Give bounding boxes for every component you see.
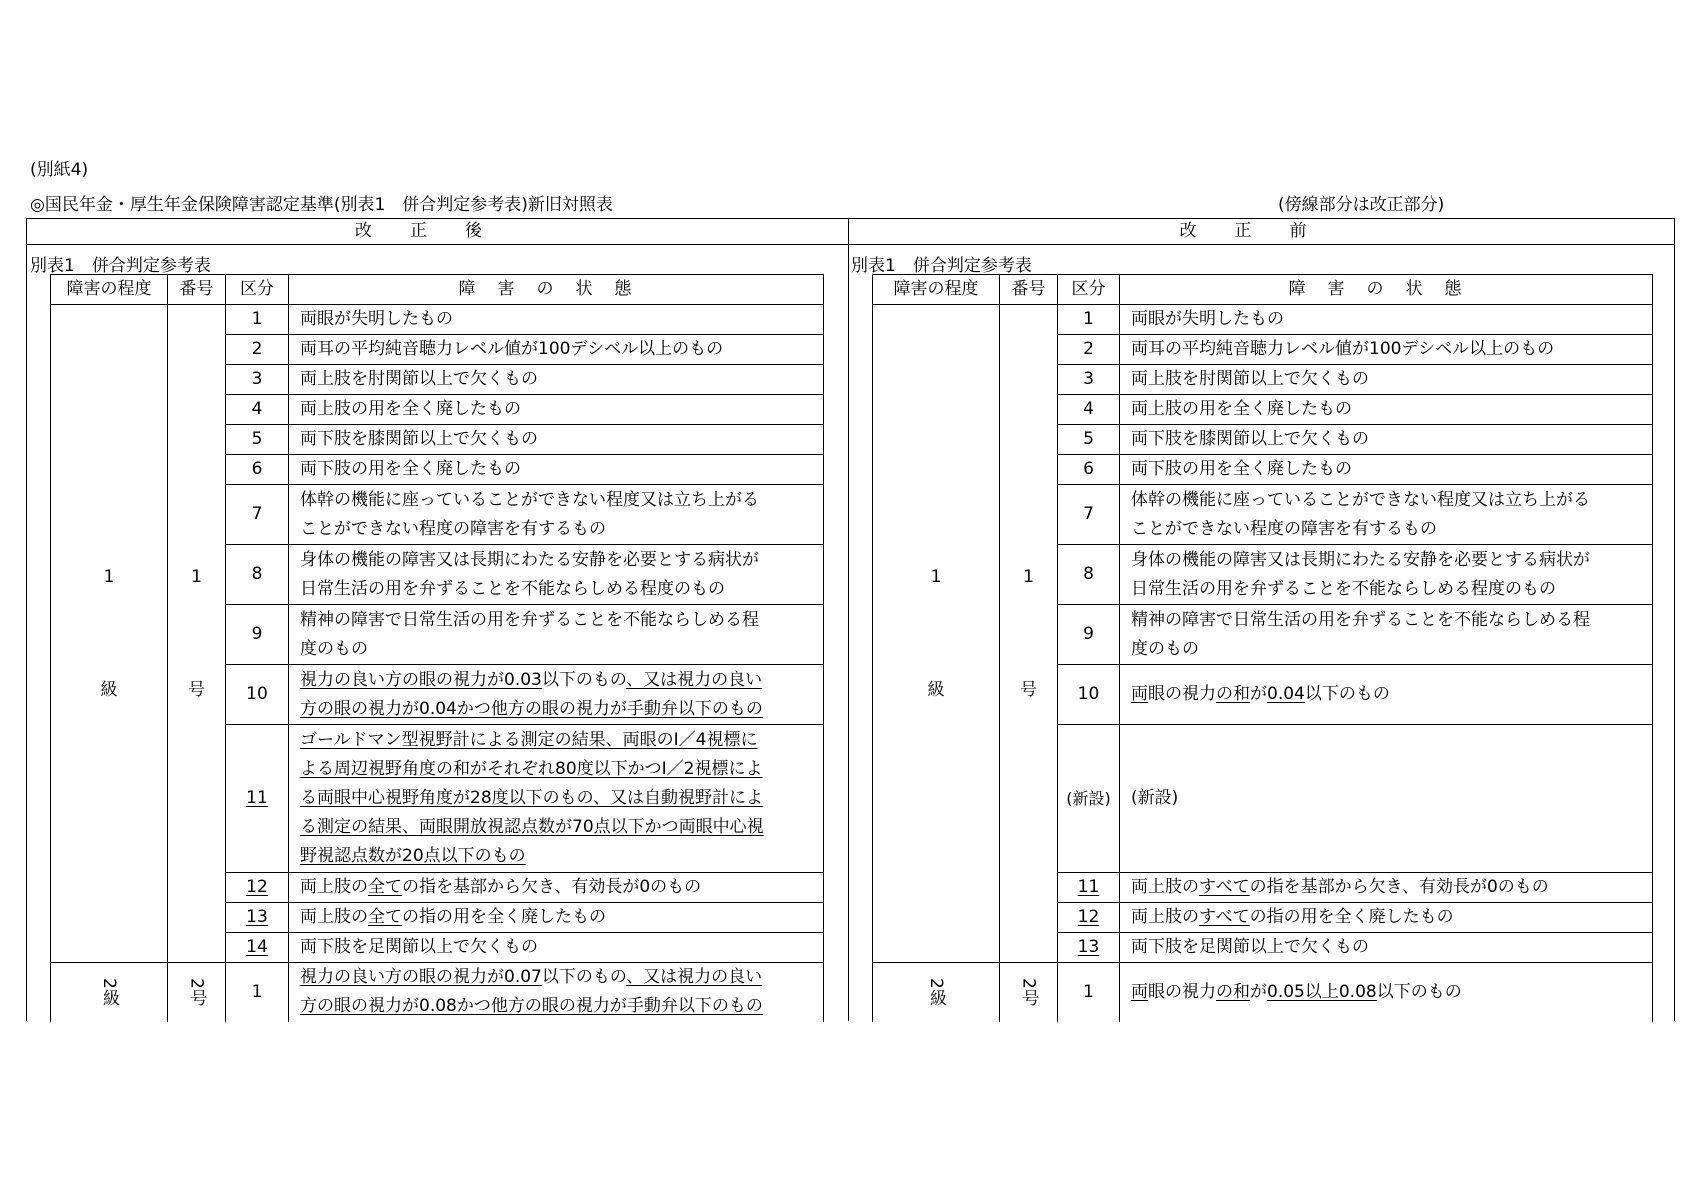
after-table — [50, 274, 824, 1022]
table-row — [51, 963, 824, 1022]
condition-cell: 両眼が失明したもの — [289, 305, 824, 335]
category-cell: 3 — [1058, 365, 1120, 395]
condition-cell — [289, 963, 824, 1022]
condition-line: 精神の障害で日常生活の用を弁ずることを不能ならしめる程 — [1131, 609, 1590, 630]
revised-text: すべて — [1199, 877, 1250, 897]
category-cell: 7 — [226, 485, 289, 545]
category-cell: 7 — [1058, 485, 1120, 545]
condition-cell — [1120, 873, 1653, 903]
condition-text: 両上肢の — [1131, 877, 1199, 897]
condition-text: 以下のもの — [1376, 981, 1462, 1002]
revised-text: 方の眼の視力が0.08かつ他方の眼の視力が手動弁以下のもの — [300, 996, 763, 1017]
condition-cell — [289, 485, 824, 545]
grade1-degree-num: 1 — [103, 566, 115, 587]
category-cell: 3 — [226, 365, 289, 395]
condition-line: 度のもの — [1131, 638, 1199, 659]
revised-text: よる周辺視野角度の和がそれぞれ80度以下かつⅠ／2視標によ — [300, 759, 763, 779]
table-row — [873, 305, 1653, 335]
col-header-degree: 障害の程度 — [51, 275, 168, 305]
category-cell: 11 — [1058, 873, 1120, 903]
revised-text: 全て — [368, 877, 402, 897]
document-title: ◎国民年金・厚生年金保険障害認定基準(別表1 併合判定参考表)新旧対照表 — [30, 195, 613, 215]
before-table — [872, 274, 1653, 1022]
category-cell: 12 — [1058, 903, 1120, 933]
category-cell: 9 — [226, 605, 289, 665]
revised-text: の和 — [1216, 981, 1250, 1002]
condition-line: ことができない程度の障害を有するもの — [1131, 518, 1437, 539]
condition-cell: 両下肢を膝関節以上で欠くもの — [289, 425, 824, 455]
revised-text: の和 — [1216, 684, 1250, 704]
condition-cell — [289, 903, 824, 933]
category-cell: 1 — [226, 305, 289, 335]
table-row — [51, 305, 824, 335]
revised-text: 野視認点数が20点以下のもの — [300, 846, 526, 866]
condition-text: 以下のもの — [541, 967, 627, 988]
revised-text: 、又は視力の良い — [626, 967, 763, 988]
revised-text: 両 — [1131, 981, 1148, 1002]
revised-text: 方の眼の視力が0.04かつ他方の眼の視力が手動弁以下のもの — [300, 698, 763, 719]
condition-line: ことができない程度の障害を有するもの — [300, 518, 606, 539]
condition-text: の指を基部から欠き、有効長が0のもの — [402, 877, 702, 897]
grade1-number-cell — [1000, 305, 1058, 963]
grade2-degree-cell: 2級 — [51, 963, 168, 1022]
condition-cell: 両耳の平均純音聴力レベル値が100デシベル以上のもの — [1120, 335, 1653, 365]
condition-text: の指の用を全く廃したもの — [402, 907, 606, 927]
col-header-degree: 障害の程度 — [873, 275, 1000, 305]
grade1-degree-cell — [51, 305, 168, 963]
category-cell: 4 — [1058, 395, 1120, 425]
condition-cell: 両上肢を肘関節以上で欠くもの — [289, 365, 824, 395]
condition-line: 身体の機能の障害又は長期にわたる安静を必要とする病状が — [1131, 549, 1590, 570]
grade1-degree-cell — [873, 305, 1000, 963]
category-cell: 9 — [1058, 605, 1120, 665]
condition-cell: 両上肢の用を全く廃したもの — [1120, 395, 1653, 425]
condition-text: 以下のもの — [541, 669, 627, 690]
category-cell: 8 — [1058, 545, 1120, 605]
condition-text: の指を基部から欠き、有効長が0のもの — [1249, 877, 1549, 897]
revised-text: 0.05以上0.08 — [1267, 981, 1377, 1002]
condition-text: 眼の視力 — [1148, 684, 1216, 704]
revised-text: 両 — [1131, 684, 1148, 704]
category-cell: 1 — [1058, 305, 1120, 335]
before-column-header: 改正前 — [1179, 221, 1345, 241]
condition-text: 眼の視力 — [1148, 981, 1216, 1002]
condition-cell: 両下肢の用を全く廃したもの — [1120, 455, 1653, 485]
category-cell: 11 — [226, 725, 289, 873]
underline-note: (傍線部分は改正部分) — [1278, 195, 1445, 215]
grade1-number-cell — [168, 305, 226, 963]
after-column-header: 改正後 — [355, 221, 520, 241]
category-cell: 5 — [226, 425, 289, 455]
revised-text: 視力の良い方の眼の視力が — [300, 967, 504, 988]
revised-text: る測定の結果、両眼開放視認点数が70点以下かつ両眼中心視 — [300, 817, 764, 837]
condition-cell — [1120, 903, 1653, 933]
condition-cell — [289, 545, 824, 605]
col-header-category: 区分 — [226, 275, 289, 305]
category-cell: 10 — [1058, 665, 1120, 725]
condition-cell: 両下肢を足関節以上で欠くもの — [289, 933, 824, 963]
category-cell: 8 — [226, 545, 289, 605]
category-cell: 12 — [226, 873, 289, 903]
revised-text: ゴールドマン型視野計による測定の結果、両眼のⅠ／4視標に — [300, 730, 758, 750]
condition-line: 度のもの — [300, 638, 368, 659]
condition-cell — [1120, 605, 1653, 665]
revised-text: 全て — [368, 907, 402, 927]
grade1-degree-num: 1 — [930, 566, 942, 587]
col-header-condition: 障害の状態 — [1120, 275, 1653, 305]
condition-line: 身体の機能の障害又は長期にわたる安静を必要とする病状が — [300, 549, 759, 570]
grade1-number-num: 1 — [1023, 566, 1034, 587]
grade2-number-cell: 2号 — [168, 963, 226, 1022]
category-cell: 6 — [226, 455, 289, 485]
header-rule — [26, 244, 1675, 245]
category-cell: 2 — [226, 335, 289, 365]
revised-text: 視力の良い方の眼の視力が — [300, 669, 504, 690]
col-header-category: 区分 — [1058, 275, 1120, 305]
revised-text: すべて — [1199, 907, 1250, 927]
attachment-label: (別紙4) — [30, 160, 89, 180]
category-cell: 2 — [1058, 335, 1120, 365]
grade1-number-unit: 号 — [188, 679, 205, 700]
grade2-degree-cell: 2級 — [873, 963, 1000, 1022]
category-cell: 1 — [1058, 963, 1120, 1022]
condition-cell: 両下肢を膝関節以上で欠くもの — [1120, 425, 1653, 455]
category-cell: 6 — [1058, 455, 1120, 485]
revised-text: 0.03 — [504, 669, 542, 690]
condition-cell: 両耳の平均純音聴力レベル値が100デシベル以上のもの — [289, 335, 824, 365]
condition-cell — [289, 725, 824, 873]
condition-line — [300, 666, 813, 695]
category-cell: 5 — [1058, 425, 1120, 455]
revised-text: 0.04 — [1267, 684, 1305, 704]
column-divider — [848, 218, 849, 1021]
condition-text: 以下のもの — [1304, 684, 1390, 704]
condition-cell — [289, 873, 824, 903]
condition-cell — [1120, 665, 1653, 725]
condition-cell — [289, 605, 824, 665]
grade1-degree-unit: 級 — [100, 679, 118, 700]
condition-text: が — [1250, 684, 1267, 704]
before-table-title: 別表1 併合判定参考表 — [851, 256, 1032, 276]
condition-line: 体幹の機能に座っていることができない程度又は立ち上がる — [1131, 489, 1590, 510]
revised-text: る両眼中心視野角度が28度以下のもの、又は自動視野計によ — [300, 788, 763, 808]
col-header-number: 番号 — [1000, 275, 1058, 305]
category-cell: 13 — [1058, 933, 1120, 963]
condition-text: 両上肢の — [300, 907, 368, 927]
condition-text: 両上肢の — [300, 877, 368, 897]
grade1-degree-unit: 級 — [927, 679, 945, 700]
condition-text: が — [1250, 981, 1267, 1002]
condition-text: の指の用を全く廃したもの — [1249, 907, 1454, 927]
condition-cell — [1120, 545, 1653, 605]
revised-text: 0.07 — [504, 967, 542, 988]
condition-text: 両上肢の — [1131, 907, 1199, 927]
grade1-number-num: 1 — [191, 566, 202, 587]
condition-line — [300, 963, 813, 992]
condition-cell: 両上肢の用を全く廃したもの — [289, 395, 824, 425]
condition-cell: 両眼が失明したもの — [1120, 305, 1653, 335]
category-cell: 1 — [226, 963, 289, 1022]
after-table-title: 別表1 併合判定参考表 — [30, 256, 211, 276]
table-row — [873, 963, 1653, 1022]
condition-line: 日常生活の用を弁ずることを不能ならしめる程度のもの — [1131, 578, 1556, 599]
revised-text: 、又は視力の良い — [626, 669, 763, 690]
condition-cell: 両上肢を肘関節以上で欠くもの — [1120, 365, 1653, 395]
grade2-number-cell: 2号 — [1000, 963, 1058, 1022]
category-cell: 14 — [226, 933, 289, 963]
grade1-number-unit: 号 — [1020, 679, 1037, 700]
category-cell: 10 — [226, 665, 289, 725]
condition-line: 体幹の機能に座っていることができない程度又は立ち上がる — [300, 489, 759, 510]
condition-cell — [1120, 485, 1653, 545]
condition-cell — [289, 665, 824, 725]
category-cell: 4 — [226, 395, 289, 425]
condition-cell: 両下肢の用を全く廃したもの — [289, 455, 824, 485]
condition-cell: 両下肢を足関節以上で欠くもの — [1120, 933, 1653, 963]
condition-cell: (新設) — [1120, 725, 1653, 873]
category-cell: 13 — [226, 903, 289, 933]
category-cell: (新設) — [1058, 725, 1120, 873]
condition-line: 精神の障害で日常生活の用を弁ずることを不能ならしめる程 — [300, 609, 759, 630]
col-header-condition: 障害の状態 — [289, 275, 824, 305]
condition-cell — [1120, 963, 1653, 1022]
condition-line: 日常生活の用を弁ずることを不能ならしめる程度のもの — [300, 578, 725, 599]
col-header-number: 番号 — [168, 275, 226, 305]
